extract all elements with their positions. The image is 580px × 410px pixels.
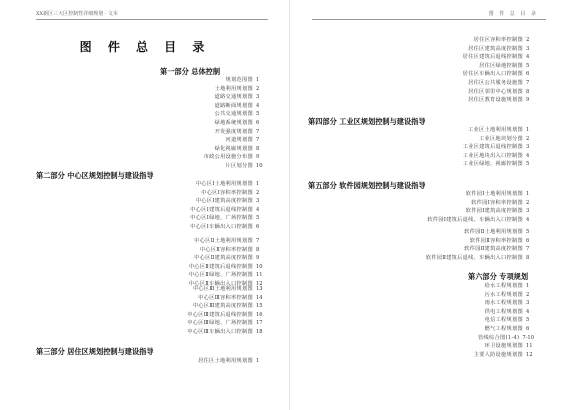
toc-entry-number: 5 — [256, 215, 260, 222]
toc-entry-number: 12 — [526, 351, 533, 358]
toc-entry-number: 16 — [256, 311, 263, 318]
toc-entry-label: 中心区Ⅱ绿地、广场控制图 — [188, 272, 253, 279]
toc-entry — [474, 282, 534, 291]
toc-entry — [426, 228, 534, 237]
toc-entry-label: 道路断面规划图 — [214, 102, 253, 109]
toc-entry — [427, 207, 534, 216]
toc-entry-number: 1 — [526, 283, 530, 289]
toc-entry-label: 工业区地块出入口控制图 — [462, 152, 523, 159]
toc-entry-number: 13 — [256, 286, 263, 292]
toc-entry — [463, 62, 534, 71]
toc-entry-label: 居住区教育设施规划图 — [468, 97, 523, 104]
toc-entry — [187, 302, 264, 311]
toc-entry — [198, 357, 264, 366]
toc-entry-number: 10 — [256, 263, 263, 270]
toc-entry-number: 3 — [256, 198, 260, 205]
toc-entry-label: 中心区Ⅰ容积率控制图 — [201, 189, 253, 196]
toc-entry-number: 4 — [256, 102, 260, 109]
toc-entry — [190, 214, 264, 223]
toc-entry-number: 2 — [526, 199, 530, 206]
toc-entry-label: 中心区Ⅲ土地利用规划图 — [192, 286, 253, 292]
toc-entry — [463, 70, 534, 79]
toc-entry — [474, 334, 534, 343]
toc-entry — [463, 126, 534, 135]
toc-entry — [189, 263, 264, 272]
toc-entry-label: 居住区公共服务设施图 — [468, 79, 523, 86]
toc-entry-number: 3 — [526, 45, 530, 52]
toc-entry — [463, 36, 534, 45]
toc-entry-number: 9 — [256, 154, 260, 161]
part6-heading: 第六部分 专项规划 — [468, 272, 529, 281]
toc-entry — [463, 152, 534, 161]
toc-entry-label: 中心区Ⅰ建筑高度控制图 — [195, 198, 253, 205]
toc-entry-number: 4 — [526, 152, 530, 159]
toc-entry-number: 10 — [256, 162, 263, 169]
toc-entry — [189, 271, 264, 280]
toc-entry-number: 3 — [526, 300, 530, 307]
toc-entry-number: 6 — [526, 237, 530, 244]
toc-entry — [187, 294, 264, 303]
toc-entry — [474, 291, 534, 300]
toc-entry-label: 中心区Ⅱ建筑高度控制图 — [194, 255, 253, 262]
toc-entry — [187, 328, 264, 337]
part4-heading: 第四部分 工业区规划控制与建设指导 — [308, 117, 426, 126]
toc-entry-label: 中心区Ⅲ车辆出入口控制图 — [187, 328, 253, 335]
toc-entry-number: 4 — [526, 54, 530, 61]
toc-entry-number: 8 — [526, 254, 530, 261]
toc-entry-label: 中心区Ⅰ建筑后退线控制图 — [190, 206, 253, 213]
toc-entry-label: 主要人防设施规划图 — [473, 351, 523, 358]
toc-entry — [463, 53, 534, 62]
part3-list — [198, 357, 264, 366]
toc-entry-number: 8 — [256, 145, 260, 152]
page-title: 图 件 总 目 录 — [79, 40, 211, 54]
toc-entry-label: 中心区Ⅱ容积率控制图 — [199, 246, 253, 253]
toc-entry-label: 工业区建筑后退线控制图 — [462, 144, 523, 151]
toc-entry-label: 居住区建筑高度控制图 — [468, 45, 523, 52]
toc-entry — [463, 160, 534, 169]
toc-entry-label: 中心区Ⅱ车辆出入口控制图 — [188, 280, 253, 287]
part2-list-1 — [190, 180, 264, 232]
toc-entry — [427, 216, 534, 225]
toc-entry-number: 8 — [256, 246, 260, 253]
toc-entry-label: 中心区Ⅲ绿地、广场控制图 — [187, 320, 253, 327]
toc-entry-number: 2 — [526, 291, 530, 298]
toc-entry — [190, 180, 264, 189]
toc-entry-number: 5 — [526, 229, 530, 235]
toc-entry-label: 软件园Ⅰ建筑高度控制图 — [465, 208, 523, 215]
toc-entry — [427, 190, 534, 199]
toc-entry-label: 软件园Ⅱ容积率控制图 — [469, 237, 523, 244]
toc-entry-number: 7-10 — [522, 334, 534, 341]
toc-entry-label: 开发强度规划图 — [214, 128, 253, 135]
toc-entry-number: 17 — [256, 320, 263, 327]
toc-entry-number: 1 — [526, 127, 530, 133]
toc-entry — [204, 128, 264, 137]
toc-entry — [463, 143, 534, 152]
toc-entry-number: 3 — [526, 144, 530, 151]
toc-entry-label: 居住区土地利用规划图 — [198, 358, 253, 364]
part2-heading: 第二部分 中心区规划控制与建设指导 — [36, 171, 154, 180]
toc-entry-number: 7 — [526, 79, 530, 86]
toc-entry-number: 4 — [526, 216, 530, 223]
toc-entry-label: 中心区Ⅰ车辆出入口控制图 — [190, 223, 253, 230]
toc-entry-label: 中心区Ⅲ建筑后退线控制图 — [187, 311, 253, 318]
toc-entry — [426, 254, 534, 263]
toc-entry-number: 7 — [256, 128, 260, 135]
toc-entry-number: 5 — [526, 317, 530, 324]
part5-list-1 — [427, 190, 534, 224]
toc-entry-number: 1 — [256, 181, 260, 187]
toc-entry-number: 15 — [256, 303, 263, 310]
toc-entry-label: 中心区Ⅰ土地利用规划图 — [195, 181, 253, 187]
toc-entry-number: 18 — [256, 328, 263, 335]
toc-entry — [190, 197, 264, 206]
toc-entry-label: 中心区Ⅲ容积率控制图 — [198, 294, 253, 301]
running-head-left: XX新区三大区控制性详细规划 · 文本 — [36, 11, 118, 17]
toc-entry-label: 居住区邻里中心规划图 — [468, 88, 523, 95]
part1-heading: 第一部分 总体控制 — [160, 67, 221, 76]
part5-list-2 — [426, 228, 534, 262]
part4-list — [463, 126, 534, 169]
toc-entry-label: 雨水工程规划图 — [484, 300, 523, 307]
toc-entry — [187, 285, 264, 294]
toc-entry — [204, 136, 264, 145]
toc-entry — [204, 93, 264, 102]
toc-entry-label: 居住区建筑后退线控制图 — [462, 54, 523, 61]
toc-entry-number: 1 — [256, 77, 260, 83]
toc-entry-label: 软件园Ⅰ土地利用规划图 — [465, 191, 523, 197]
toc-entry — [204, 85, 264, 94]
toc-entry-label: 燃气工程规划图 — [484, 325, 523, 332]
toc-entry-label: 公共交通规划图 — [214, 111, 253, 118]
toc-entry-number: 4 — [256, 206, 260, 213]
toc-entry-number: 7 — [256, 238, 260, 244]
toc-entry-label: 绿化视廊规划图 — [214, 145, 253, 152]
toc-entry — [204, 102, 264, 111]
toc-entry-number: 9 — [256, 255, 260, 262]
toc-entry — [189, 254, 264, 263]
toc-entry-label: 居住区容积率控制图 — [473, 37, 523, 43]
header-rule — [312, 19, 546, 20]
toc-entry-label: 污水工程规划图 — [484, 291, 523, 298]
toc-entry-label: 居住区绿地控制图 — [479, 62, 523, 69]
part5-heading: 第五部分 软件园规划控制与建设指导 — [308, 181, 426, 190]
toc-entry-number: 9 — [526, 97, 530, 104]
toc-entry-number: 2 — [526, 135, 530, 142]
toc-entry-label: 管线综合图(1-4) — [478, 334, 520, 341]
toc-entry-number: 6 — [526, 325, 530, 332]
toc-entry-label: 绿地系统规划图 — [214, 119, 253, 126]
toc-entry-label: 中心区Ⅱ建筑后退线控制图 — [188, 263, 253, 270]
toc-entry-label: 土地利用规划图 — [214, 85, 253, 92]
toc-entry — [463, 135, 534, 144]
toc-entry-label: 工业区绿地、视廊控制图 — [462, 161, 523, 168]
toc-entry-label: 供电工程规划图 — [484, 308, 523, 315]
toc-entry-label: 工业区土地利用规划图 — [468, 127, 523, 133]
toc-entry-number: 4 — [526, 308, 530, 315]
toc-entry — [427, 199, 534, 208]
toc-entry-number: 6 — [526, 71, 530, 78]
part3-heading: 第三部分 居住区规划控制与建设指导 — [36, 347, 154, 356]
toc-entry — [190, 206, 264, 215]
toc-entry-label: 中心区Ⅰ绿地、广场控制图 — [190, 215, 253, 222]
toc-entry-label: 软件园Ⅰ建筑后退线、车辆出入口控制图 — [427, 216, 523, 223]
toc-entry-number: 5 — [256, 111, 260, 118]
toc-entry — [463, 79, 534, 88]
toc-entry — [204, 76, 264, 85]
toc-entry-label: 片区划分图 — [225, 162, 253, 169]
running-head-right: 图 件 总 目 录 — [488, 11, 538, 17]
toc-entry — [189, 246, 264, 255]
toc-entry-label: 软件园Ⅰ容积率控制图 — [471, 199, 523, 206]
toc-entry — [204, 145, 264, 154]
toc-entry-number: 2 — [256, 85, 260, 92]
toc-entry-number: 2 — [256, 189, 260, 196]
toc-entry-number: 7 — [256, 137, 260, 144]
toc-entry — [204, 110, 264, 119]
toc-entry-label: 中心区Ⅲ建筑高度控制图 — [192, 303, 253, 310]
toc-entry — [204, 162, 264, 171]
toc-entry — [463, 96, 534, 105]
part2-list-3 — [187, 285, 264, 337]
toc-entry — [189, 237, 264, 246]
toc-entry-label: 居住区车辆出入口控制图 — [462, 71, 523, 78]
toc-entry-label: 道路交通规划图 — [214, 94, 253, 101]
part1-list — [204, 76, 264, 171]
toc-entry-label: 软件园Ⅱ建筑后退线、车辆出入口控制图 — [425, 254, 523, 261]
toc-entry — [474, 308, 534, 317]
toc-entry-number: 7 — [526, 246, 530, 253]
toc-entry-number: 1 — [526, 191, 530, 197]
toc-entry — [474, 351, 534, 360]
toc-entry — [474, 342, 534, 351]
toc-entry-number: 2 — [526, 37, 530, 43]
part3-continued-list — [463, 36, 534, 105]
toc-entry — [204, 153, 264, 162]
toc-entry-number: 8 — [526, 88, 530, 95]
toc-entry-number: 12 — [256, 280, 263, 287]
part2-list-2 — [189, 237, 264, 289]
toc-entry-label: 给水工程规划图 — [484, 283, 523, 289]
toc-entry-number: 14 — [256, 294, 263, 301]
toc-entry-number: 3 — [256, 94, 260, 101]
toc-entry — [426, 237, 534, 246]
toc-entry — [474, 325, 534, 334]
toc-entry-label: 软件园Ⅱ建筑高度控制图 — [464, 246, 523, 253]
toc-entry — [190, 223, 264, 232]
toc-entry-number: 6 — [256, 119, 260, 126]
toc-entry-number: 5 — [526, 62, 530, 69]
toc-entry — [204, 119, 264, 128]
toc-entry — [474, 316, 534, 325]
toc-entry-label: 电信工程规划图 — [484, 317, 523, 324]
toc-entry-label: 软件园Ⅱ土地利用规划图 — [464, 229, 523, 235]
toc-entry-number: 3 — [526, 208, 530, 215]
toc-entry-number: 11 — [256, 272, 263, 279]
toc-entry — [474, 299, 534, 308]
toc-entry — [463, 88, 534, 97]
toc-entry — [463, 45, 534, 54]
toc-entry-number: 6 — [256, 223, 260, 230]
toc-entry-label: 市政公用设施分布图 — [203, 154, 253, 161]
toc-entry-label: 环卫设施规划图 — [484, 343, 523, 350]
toc-entry-label: 规划范围图 — [225, 77, 253, 83]
toc-entry-number: 5 — [526, 161, 530, 168]
toc-entry-number: 11 — [526, 343, 533, 350]
toc-entry — [190, 189, 264, 198]
toc-entry-label: 工业区地块划分图 — [479, 135, 523, 142]
toc-entry — [187, 311, 264, 320]
toc-entry-label: 中心区Ⅱ土地利用规划图 — [194, 238, 253, 244]
right-page — [290, 0, 580, 410]
toc-entry — [187, 319, 264, 328]
part6-list — [474, 282, 534, 359]
toc-entry-label: 河道规划图 — [225, 137, 253, 144]
header-rule — [36, 19, 268, 20]
toc-entry-number: 1 — [256, 358, 260, 364]
toc-entry — [426, 245, 534, 254]
